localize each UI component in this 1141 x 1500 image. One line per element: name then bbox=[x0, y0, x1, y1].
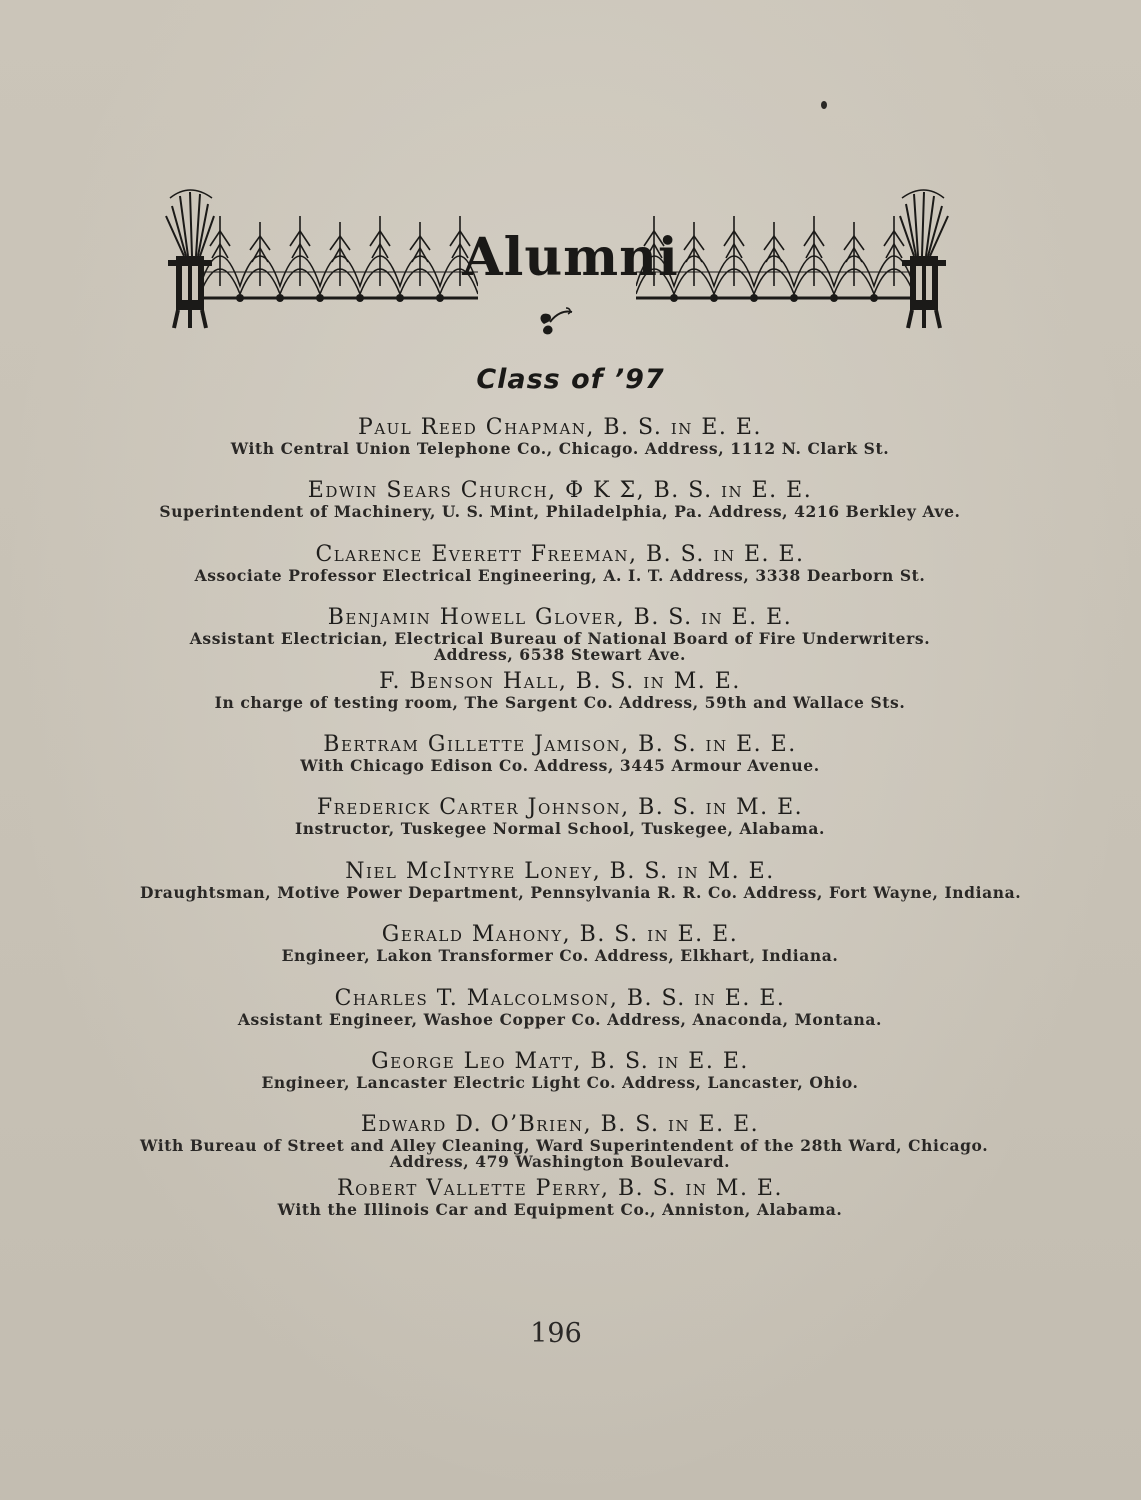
alumni-entry bbox=[140, 542, 980, 605]
alumni-name: Frederick Carter Johnson, B. S. in M. E. bbox=[316, 795, 804, 821]
alumni-detail: Associate Professor Electrical Engineering, A. I. T. Address, 3338 Dearborn St. bbox=[194, 565, 926, 585]
alumni-detail: Draughtsman, Motive Power Department, Pennsylvania R. R. Co. Address, Fort Wayne, Indiana. bbox=[140, 882, 1022, 902]
alumni-name: Bertram Gillette Jamison, B. S. in E. E. bbox=[323, 731, 797, 757]
alumni-name: Paul Reed Chapman, B. S. in E. E. bbox=[358, 415, 762, 440]
alumni-entry bbox=[140, 922, 980, 985]
alumni-detail: In charge of testing room, The Sargent Co. Address, 59th and Wallace Sts. bbox=[214, 692, 906, 712]
page-title: Alumni bbox=[462, 227, 679, 288]
alumni-name: Edward D. O’Brien, B. S. in E. E. bbox=[360, 1112, 760, 1138]
alumni-detail: With Central Union Telephone Co., Chicago. Address, 1112 N. Clark St. bbox=[230, 439, 890, 458]
alumni-detail: Assistant Engineer, Washoe Copper Co. Address, Anaconda, Montana. bbox=[237, 1009, 883, 1029]
alumni-detail: Engineer, Lancaster Electric Light Co. Address, Lancaster, Ohio. bbox=[261, 1072, 859, 1092]
alumni-detail: Instructor, Tuskegee Normal School, Tuskegee, Alabama. bbox=[294, 819, 826, 839]
alumni-entry bbox=[140, 1049, 980, 1112]
alumni-entry bbox=[140, 986, 980, 1049]
alumni-name: George Leo Matt, B. S. in E. E. bbox=[371, 1048, 749, 1074]
alumni-detail: Engineer, Lakon Transformer Co. Address, Elkhart, Indiana. bbox=[281, 946, 839, 966]
alumni-name: Clarence Everett Freeman, B. S. in E. E. bbox=[315, 541, 805, 567]
alumni-detail: With Bureau of Street and Alley Cleaning, Ward Superintendent of the 28th Ward, Chicago. bbox=[140, 1136, 989, 1156]
alumni-name: Robert Vallette Perry, B. S. in M. E. bbox=[337, 1175, 783, 1201]
alumni-list bbox=[140, 415, 1022, 1239]
alumni-name: Edwin Sears Church, Φ K Σ, B. S. in E. E. bbox=[307, 478, 813, 504]
alumni-entry bbox=[140, 795, 980, 858]
alumni-name: Gerald Mahony, B. S. in E. E. bbox=[381, 922, 739, 948]
alumni-name: Charles T. Malcolmson, B. S. in E. E. bbox=[334, 985, 786, 1011]
ink-speck bbox=[821, 101, 827, 109]
alumni-entry bbox=[140, 732, 980, 795]
alumni-entry bbox=[140, 605, 980, 668]
alumni-entry bbox=[140, 1176, 980, 1239]
alumni-detail: Superintendent of Machinery, U. S. Mint, Philadelphia, Pa. Address, 4216 Berkley Ave. bbox=[159, 502, 961, 522]
alumni-entry bbox=[140, 669, 980, 732]
alumni-entry bbox=[140, 1112, 989, 1175]
alumni-detail: Assistant Electrician, Electrical Bureau of National Board of Fire Underwriters. bbox=[189, 629, 931, 649]
fleuron-icon bbox=[536, 304, 576, 338]
page-number: 196 bbox=[530, 1318, 582, 1349]
alumni-detail-address: Address, 479 Washington Boulevard. bbox=[389, 1152, 731, 1172]
alumni-detail-address: Address, 6538 Stewart Ave. bbox=[433, 645, 687, 665]
alumni-detail: With Chicago Edison Co. Address, 3445 Armour Avenue. bbox=[300, 755, 820, 775]
alumni-name: F. Benson Hall, B. S. in M. E. bbox=[379, 668, 741, 694]
alumni-detail: With the Illinois Car and Equipment Co., Anniston, Alabama. bbox=[277, 1199, 843, 1219]
alumni-entry bbox=[140, 858, 1022, 922]
class-subtitle: Class of ’97 bbox=[476, 364, 665, 395]
alumni-name: Benjamin Howell Glover, B. S. in E. E. bbox=[327, 605, 793, 631]
alumni-entry bbox=[140, 478, 980, 541]
alumni-name: Niel McIntyre Loney, B. S. in M. E. bbox=[345, 858, 775, 884]
alumni-entry bbox=[140, 415, 980, 478]
